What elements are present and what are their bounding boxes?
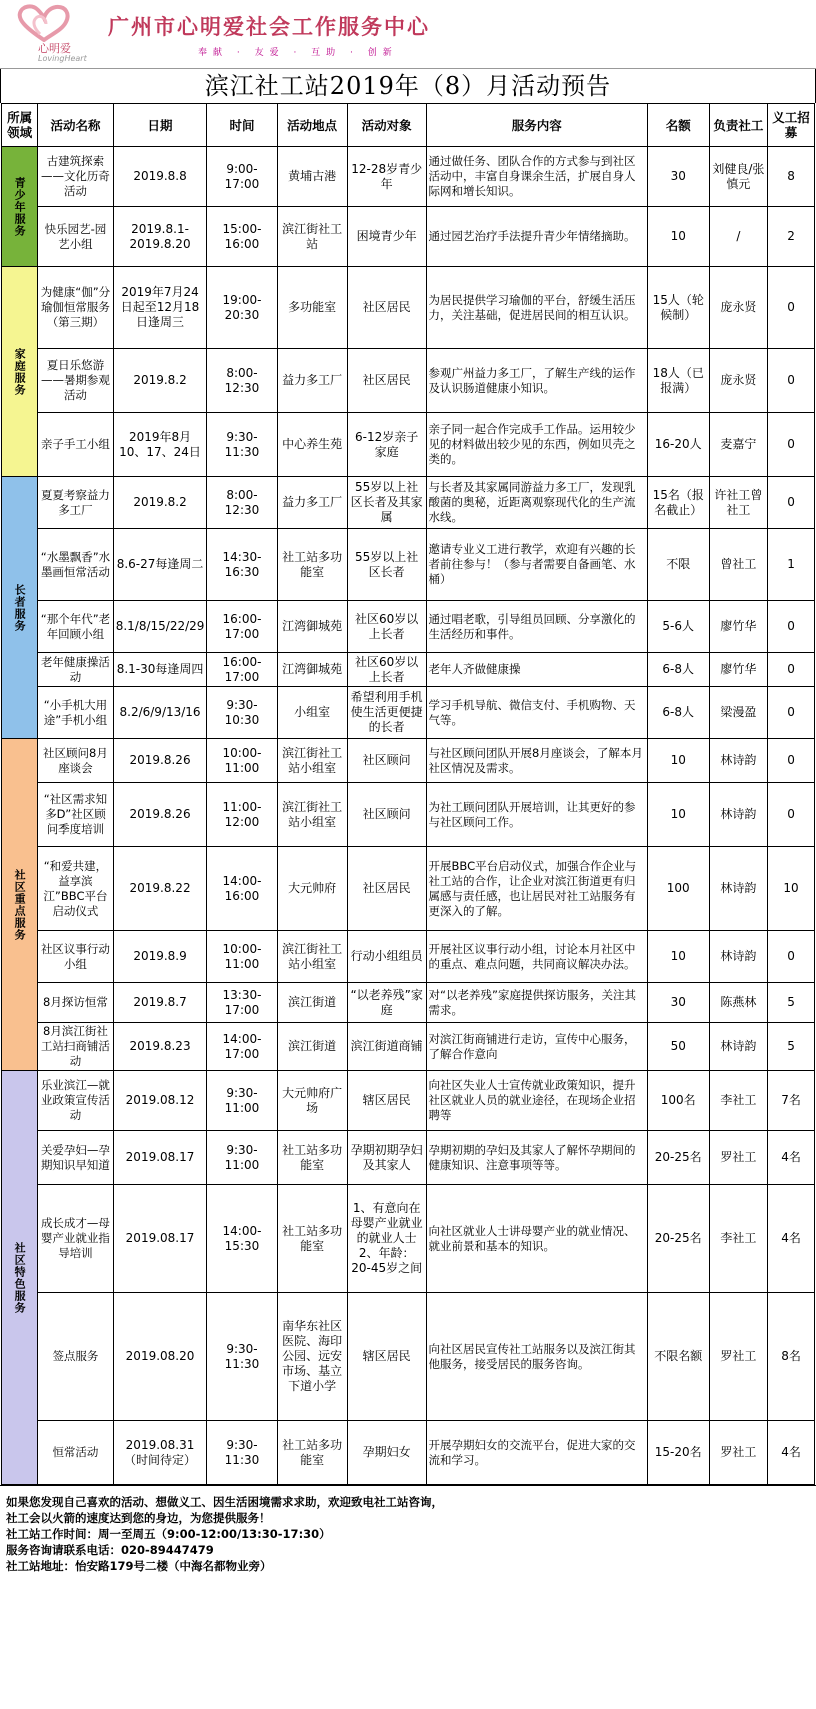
activity-target: 滨江街道商铺 (347, 1023, 426, 1071)
activity-content: 向社区就业人士讲母婴产业的就业情况、就业前景和基本的知识。 (426, 1185, 647, 1293)
activity-place: 社工站多功能室 (277, 1131, 347, 1185)
activity-quota: 18人（已报满） (647, 349, 709, 413)
activity-quota: 10 (647, 207, 709, 267)
activity-time: 9:30-11:00 (207, 1131, 277, 1185)
activity-quota: 不限 (647, 529, 709, 601)
activity-quota: 5-6人 (647, 601, 709, 653)
activity-name: “水墨飘香”水墨画恒常活动 (38, 529, 114, 601)
activity-time: 8:00-12:30 (207, 349, 277, 413)
header (0, 0, 816, 69)
activity-staff: 罗社工 (709, 1421, 768, 1485)
activity-staff: 曾社工 (709, 529, 768, 601)
activity-quota: 10 (647, 931, 709, 983)
activity-time: 9:30-10:30 (207, 687, 277, 739)
activity-target: 社区60岁以上长者 (347, 601, 426, 653)
activity-volunteers: 5 (768, 1023, 815, 1071)
activity-content: 向社区失业人士宣传就业政策知识，提升社区就业人员的就业途径，在现场企业招聘等 (426, 1071, 647, 1131)
activity-date: 2019.08.17 (113, 1131, 207, 1185)
activity-volunteers: 0 (768, 653, 815, 687)
table-row (2, 477, 815, 529)
activity-content: 与社区顾问团队开展8月座谈会，了解本月社区情况及需求。 (426, 739, 647, 783)
activity-staff: 庞永贤 (709, 267, 768, 349)
activity-staff: 林诗韵 (709, 1023, 768, 1071)
activity-quota: 20-25名 (647, 1131, 709, 1185)
table-row (2, 687, 815, 739)
activity-name: 关爱孕妇—孕期知识早知道 (38, 1131, 114, 1185)
column-header: 日期 (113, 104, 207, 147)
activity-place: 黄埔古港 (277, 147, 347, 207)
activity-content: 邀请专业义工进行教学，欢迎有兴趣的长者前往参与！（参与者需要自备画笔、水桶） (426, 529, 647, 601)
activity-time: 19:00-20:30 (207, 267, 277, 349)
footer-line: 社工会以火箭的速度达到您的身边，为您提供服务！ (6, 1511, 271, 1525)
activity-content: 向社区居民宣传社工站服务以及滨江街其他服务，接受居民的服务咨询。 (426, 1293, 647, 1421)
org-block (108, 11, 430, 58)
activity-target: 希望利用手机使生活更便捷的长者 (347, 687, 426, 739)
column-header: 义工招募 (768, 104, 815, 147)
activity-target: 6-12岁亲子家庭 (347, 413, 426, 477)
activity-name: 签点服务 (38, 1293, 114, 1421)
column-header: 服务内容 (426, 104, 647, 147)
heart-logo-icon (16, 4, 72, 42)
activity-content: 对“以老养残”家庭提供探访服务，关注其需求。 (426, 983, 647, 1023)
activity-volunteers: 0 (768, 267, 815, 349)
activity-volunteers: 0 (768, 931, 815, 983)
table-row (2, 847, 815, 931)
activity-staff: 许社工曾社工 (709, 477, 768, 529)
activity-staff: 刘健良/张慎元 (709, 147, 768, 207)
activity-volunteers: 0 (768, 783, 815, 847)
activity-volunteers: 10 (768, 847, 815, 931)
activity-target: 孕期初期孕妇及其家人 (347, 1131, 426, 1185)
activity-target: 社区居民 (347, 349, 426, 413)
activity-time: 9:30-11:30 (207, 1293, 277, 1421)
section-label: 长者服务 (2, 477, 38, 739)
activity-time: 9:30-11:30 (207, 1421, 277, 1485)
section-label: 家庭服务 (2, 267, 38, 477)
column-header: 时间 (207, 104, 277, 147)
footer-address: 社工站地址：怡安路179号二楼（中海名都物业旁） (6, 1559, 272, 1573)
activity-time: 14:00-15:30 (207, 1185, 277, 1293)
page-title: 滨江社工站2019年（8）月活动预告 (0, 69, 816, 103)
activity-time: 16:00-17:00 (207, 601, 277, 653)
activity-target: 社区顾问 (347, 783, 426, 847)
activity-time: 10:00-11:00 (207, 931, 277, 983)
footer (0, 1485, 816, 1582)
activity-volunteers: 4名 (768, 1185, 815, 1293)
activity-target: 1、有意向在母婴产业就业的就业人士 2、年龄：20-45岁之间 (347, 1185, 426, 1293)
activity-name: 乐业滨江—就业政策宣传活动 (38, 1071, 114, 1131)
activity-volunteers: 0 (768, 413, 815, 477)
activity-date: 2019.8.26 (113, 739, 207, 783)
activity-name: 成长成才—母婴产业就业指导培训 (38, 1185, 114, 1293)
activity-staff: 庞永贤 (709, 349, 768, 413)
activity-table (1, 103, 815, 1485)
activity-quota: 不限名额 (647, 1293, 709, 1421)
activity-staff: 林诗韵 (709, 739, 768, 783)
activity-date: 2019.8.7 (113, 983, 207, 1023)
activity-quota: 6-8人 (647, 653, 709, 687)
activity-name: 快乐园艺-园艺小组 (38, 207, 114, 267)
footer-phone: 服务咨询请联系电话：020-89447479 (6, 1543, 214, 1557)
activity-staff: 罗社工 (709, 1293, 768, 1421)
table-row (2, 1421, 815, 1485)
activity-volunteers: 0 (768, 687, 815, 739)
activity-quota: 6-8人 (647, 687, 709, 739)
activity-time: 14:00-16:00 (207, 847, 277, 931)
column-header: 活动地点 (277, 104, 347, 147)
activity-quota: 100 (647, 847, 709, 931)
activity-date: 2019.8.2 (113, 349, 207, 413)
activity-content: 开展BBC平台启动仪式，加强合作企业与社工站的合作，让企业对滨江街道更有归属感与责任感，也让居民对社工站服务有更深入的了解。 (426, 847, 647, 931)
activity-place: 小组室 (277, 687, 347, 739)
activity-quota: 16-20人 (647, 413, 709, 477)
activity-place: 大元帅府广场 (277, 1071, 347, 1131)
activity-name: 亲子手工小组 (38, 413, 114, 477)
activity-target: 社区居民 (347, 847, 426, 931)
activity-staff: 林诗韵 (709, 783, 768, 847)
activity-date: 2019.8.22 (113, 847, 207, 931)
activity-content: 与长者及其家属同游益力多工厂，发现乳酸菌的奥秘，近距离观察现代化的生产流水线。 (426, 477, 647, 529)
activity-target: “以老养残”家庭 (347, 983, 426, 1023)
activity-staff: 李社工 (709, 1185, 768, 1293)
activity-time: 11:00-12:00 (207, 783, 277, 847)
activity-quota: 30 (647, 147, 709, 207)
activity-content: 参观广州益力多工厂，了解生产线的运作及认识肠道健康小知识。 (426, 349, 647, 413)
column-header: 负责社工 (709, 104, 768, 147)
logo (6, 2, 106, 66)
activity-staff: 麦嘉宁 (709, 413, 768, 477)
activity-volunteers: 5 (768, 983, 815, 1023)
activity-place: 多功能室 (277, 267, 347, 349)
activity-content: 为社工顾问团队开展培训，让其更好的参与社区顾问工作。 (426, 783, 647, 847)
activity-date: 2019.8.23 (113, 1023, 207, 1071)
activity-content: 开展社区议事行动小组，讨论本月社区中的重点、难点问题，共同商议解决办法。 (426, 931, 647, 983)
table-row (2, 783, 815, 847)
activity-name: 社区顾问8月座谈会 (38, 739, 114, 783)
activity-quota: 50 (647, 1023, 709, 1071)
activity-name: 社区议事行动小组 (38, 931, 114, 983)
activity-place: 滨江街道 (277, 983, 347, 1023)
activity-date: 2019年7月24日起至12月18日逢周三 (113, 267, 207, 349)
activity-quota: 30 (647, 983, 709, 1023)
activity-date: 2019.08.12 (113, 1071, 207, 1131)
activity-place: 南华东社区医院、海印公园、远安市场、基立下道小学 (277, 1293, 347, 1421)
activity-name: 8月滨江街社工站扫商铺活动 (38, 1023, 114, 1071)
activity-time: 9:30-11:30 (207, 413, 277, 477)
activity-name: 为健康“伽”分瑜伽恒常服务（第三期） (38, 267, 114, 349)
activity-content: 开展孕期妇女的交流平台，促进大家的交流和学习。 (426, 1421, 647, 1485)
activity-time: 9:30-11:00 (207, 1071, 277, 1131)
activity-staff: 廖竹华 (709, 653, 768, 687)
activity-staff: 廖竹华 (709, 601, 768, 653)
table-row (2, 349, 815, 413)
logo-text: 心明爱 (38, 42, 71, 55)
activity-target: 辖区居民 (347, 1293, 426, 1421)
table-row (2, 147, 815, 207)
activity-name: “小手机大用途”手机小组 (38, 687, 114, 739)
activity-date: 2019.8.26 (113, 783, 207, 847)
activity-volunteers: 4名 (768, 1421, 815, 1485)
footer-line: 如果您发现自己喜欢的活动、想做义工、因生活困境需求求助，欢迎致电社工站咨询， (6, 1495, 443, 1509)
activity-place: 社工站多功能室 (277, 1185, 347, 1293)
activity-target: 社区顾问 (347, 739, 426, 783)
table-row (2, 1071, 815, 1131)
table-row (2, 739, 815, 783)
activity-name: 老年健康操活动 (38, 653, 114, 687)
activity-time: 8:00-12:30 (207, 477, 277, 529)
activity-quota: 10 (647, 783, 709, 847)
activity-place: 滨江街道 (277, 1023, 347, 1071)
column-header: 所属领域 (2, 104, 38, 147)
activity-content: 通过唱老歌，引导组员回顾、分享激化的生活经历和事件。 (426, 601, 647, 653)
activity-quota: 15-20名 (647, 1421, 709, 1485)
activity-date: 2019.08.31（时间待定） (113, 1421, 207, 1485)
table-row (2, 983, 815, 1023)
activity-place: 社工站多功能室 (277, 1421, 347, 1485)
activity-target: 社区60岁以上长者 (347, 653, 426, 687)
logo-en-text: LovingHeart (38, 54, 87, 63)
activity-place: 中心养生苑 (277, 413, 347, 477)
activity-staff: 陈燕林 (709, 983, 768, 1023)
activity-content: 通过园艺治疗手法提升青少年情绪摘助。 (426, 207, 647, 267)
activity-target: 55岁以上社区长者 (347, 529, 426, 601)
table-row (2, 1023, 815, 1071)
section-label: 社区重点服务 (2, 739, 38, 1071)
activity-place: 滨江街社工站小组室 (277, 931, 347, 983)
footer-hours: 社工站工作时间：周一至周五（9:00-12:00/13:30-17:30） (6, 1527, 331, 1541)
table-row (2, 413, 815, 477)
activity-place: 社工站多功能室 (277, 529, 347, 601)
table-row (2, 601, 815, 653)
activity-target: 辖区居民 (347, 1071, 426, 1131)
activity-quota: 100名 (647, 1071, 709, 1131)
activity-place: 大元帅府 (277, 847, 347, 931)
activity-name: 古建筑探索——文化历奇活动 (38, 147, 114, 207)
table-row (2, 1131, 815, 1185)
activity-quota: 15名（报名截止） (647, 477, 709, 529)
table-row (2, 931, 815, 983)
activity-place: 滨江街社工站小组室 (277, 783, 347, 847)
activity-date: 2019.8.1-2019.8.20 (113, 207, 207, 267)
activity-volunteers: 0 (768, 477, 815, 529)
table-row (2, 267, 815, 349)
activity-staff: 李社工 (709, 1071, 768, 1131)
org-slogan: 奉献 · 友爱 · 互助 · 创新 (198, 47, 398, 58)
activity-staff: 罗社工 (709, 1131, 768, 1185)
activity-content: 老年人齐做健康操 (426, 653, 647, 687)
activity-date: 2019.8.9 (113, 931, 207, 983)
activity-volunteers: 7名 (768, 1071, 815, 1131)
table-header-row (2, 104, 815, 147)
section-label: 青少年服务 (2, 147, 38, 267)
activity-content: 学习手机导航、微信支付、手机购物、天气等。 (426, 687, 647, 739)
section-label: 社区特色服务 (2, 1071, 38, 1485)
column-header: 名额 (647, 104, 709, 147)
activity-target: 55岁以上社区长者及其家属 (347, 477, 426, 529)
column-header: 活动名称 (38, 104, 114, 147)
activity-name: 8月探访恒常 (38, 983, 114, 1023)
activity-place: 江湾御城苑 (277, 601, 347, 653)
activity-time: 14:30-16:30 (207, 529, 277, 601)
activity-place: 江湾御城苑 (277, 653, 347, 687)
activity-place: 滨江街社工站 (277, 207, 347, 267)
activity-time: 10:00-11:00 (207, 739, 277, 783)
activity-date: 2019.08.17 (113, 1185, 207, 1293)
activity-date: 8.6-27每逢周二 (113, 529, 207, 601)
activity-name: “那个年代”老年回顾小组 (38, 601, 114, 653)
activity-time: 13:30-17:00 (207, 983, 277, 1023)
activity-volunteers: 4名 (768, 1131, 815, 1185)
table-row (2, 207, 815, 267)
activity-date: 8.1/8/15/22/29 (113, 601, 207, 653)
activity-content: 亲子同一起合作完成手工作品。运用较少见的材料做出较少见的东西，例如贝壳之类的。 (426, 413, 647, 477)
activity-staff: 梁漫盈 (709, 687, 768, 739)
activity-volunteers: 0 (768, 349, 815, 413)
activity-name: 恒常活动 (38, 1421, 114, 1485)
table-row (2, 1293, 815, 1421)
activity-quota: 20-25名 (647, 1185, 709, 1293)
activity-volunteers: 0 (768, 739, 815, 783)
activity-name: “社区需求知多D”社区顾问季度培训 (38, 783, 114, 847)
activity-target: 孕期妇女 (347, 1421, 426, 1485)
activity-volunteers: 0 (768, 601, 815, 653)
activity-time: 9:00-17:00 (207, 147, 277, 207)
activity-place: 益力多工厂 (277, 349, 347, 413)
activity-staff: 林诗韵 (709, 931, 768, 983)
activity-target: 12-28岁青少年 (347, 147, 426, 207)
activity-content: 孕期初期的孕妇及其家人了解怀孕期间的健康知识、注意事项等等。 (426, 1131, 647, 1185)
activity-volunteers: 2 (768, 207, 815, 267)
table-row (2, 529, 815, 601)
activity-content: 对滨江街商铺进行走访，宣传中心服务，了解合作意向 (426, 1023, 647, 1071)
activity-time: 15:00-16:00 (207, 207, 277, 267)
activity-name: “和爱共建，益享滨江”BBC平台启动仪式 (38, 847, 114, 931)
activity-content: 为居民提供学习瑜伽的平台，舒缓生活压力，关注基础，促进居民间的相互认识。 (426, 267, 647, 349)
activity-name: 夏夏考察益力多工厂 (38, 477, 114, 529)
activity-content: 通过做任务、团队合作的方式参与到社区活动中，丰富自身课余生活，扩展自身人际网和增长知识。 (426, 147, 647, 207)
activity-date: 2019.8.2 (113, 477, 207, 529)
activity-staff: 林诗韵 (709, 847, 768, 931)
activity-target: 社区居民 (347, 267, 426, 349)
activity-quota: 10 (647, 739, 709, 783)
activity-staff: / (709, 207, 768, 267)
activity-volunteers: 8 (768, 147, 815, 207)
activity-quota: 15人（轮候制） (647, 267, 709, 349)
activity-date: 2019.8.8 (113, 147, 207, 207)
org-name: 广州市心明爱社会工作服务中心 (108, 13, 430, 39)
activity-volunteers: 1 (768, 529, 815, 601)
activity-date: 2019年8月10、17、24日 (113, 413, 207, 477)
table-row (2, 653, 815, 687)
table-row (2, 1185, 815, 1293)
activity-date: 2019.08.20 (113, 1293, 207, 1421)
activity-time: 16:00-17:00 (207, 653, 277, 687)
activity-volunteers: 8名 (768, 1293, 815, 1421)
activity-place: 益力多工厂 (277, 477, 347, 529)
activity-name: 夏日乐悠游——暑期参观活动 (38, 349, 114, 413)
activity-place: 滨江街社工站小组室 (277, 739, 347, 783)
activity-date: 8.1-30每逢周四 (113, 653, 207, 687)
activity-time: 14:00-17:00 (207, 1023, 277, 1071)
activity-target: 行动小组组员 (347, 931, 426, 983)
activity-date: 8.2/6/9/13/16 (113, 687, 207, 739)
column-header: 活动对象 (347, 104, 426, 147)
activity-target: 困境青少年 (347, 207, 426, 267)
